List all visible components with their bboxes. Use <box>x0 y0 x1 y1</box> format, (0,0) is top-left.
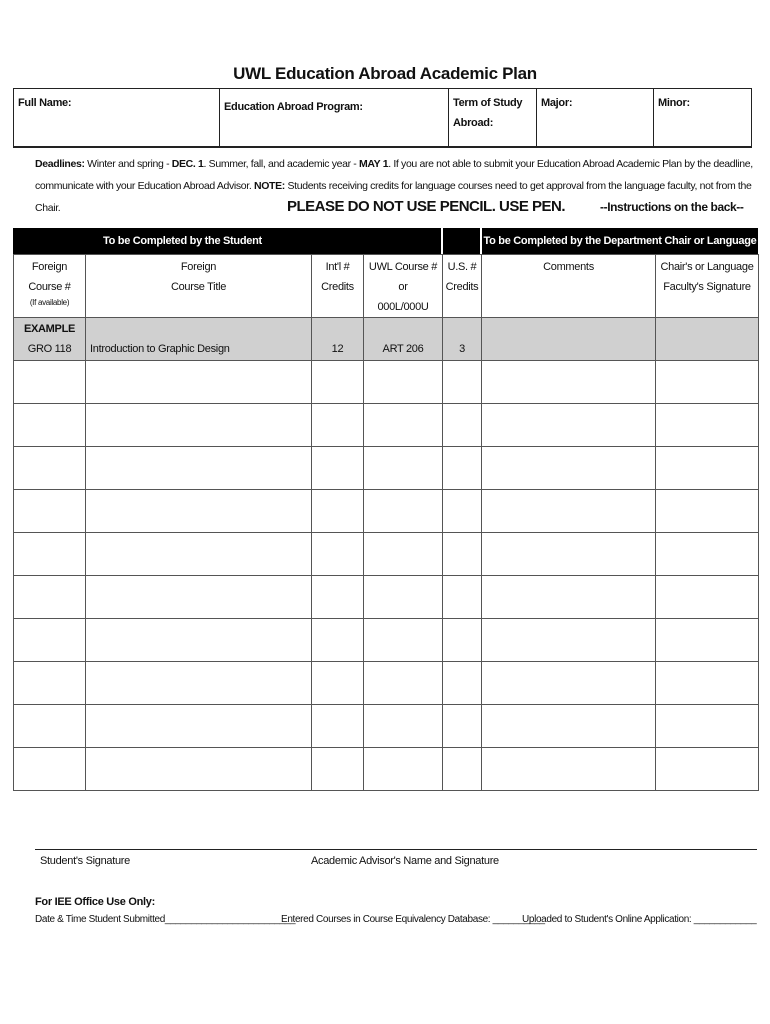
deadlines-text-4: communicate with your Education Abroad Advisor. <box>35 180 254 192</box>
course-plan-table <box>13 254 758 791</box>
form-title: UWL Education Abroad Academic Plan <box>233 64 537 83</box>
may-deadline: MAY 1 <box>359 158 389 170</box>
database-entry-field[interactable]: Entered Courses in Course Equivalency Database: __________ <box>281 914 545 925</box>
student-section-header: To be Completed by the Student <box>13 228 441 254</box>
cell-us-credits[interactable] <box>443 490 482 533</box>
cell-intl-credits[interactable] <box>312 490 364 533</box>
signature-line[interactable] <box>35 849 757 850</box>
cell-comments[interactable] <box>482 533 656 576</box>
example-signature <box>656 318 759 361</box>
cell-intl-credits[interactable] <box>312 748 364 791</box>
cell-signature[interactable] <box>656 619 759 662</box>
col-foreign-title-l2: Course Title <box>170 281 227 293</box>
cell-us-credits[interactable] <box>443 533 482 576</box>
office-use-title: For IEE Office Use Only: <box>35 896 155 908</box>
table-row <box>14 576 759 619</box>
example-us-credits: 3 <box>443 318 482 361</box>
cell-foreign-course[interactable] <box>14 662 86 705</box>
term-field[interactable] <box>448 89 536 146</box>
cell-intl-credits[interactable] <box>312 404 364 447</box>
cell-comments[interactable] <box>482 490 656 533</box>
col-signature-l2: Faculty's Signature <box>663 281 751 293</box>
cell-foreign-course[interactable] <box>14 361 86 404</box>
cell-foreign-course[interactable] <box>14 490 86 533</box>
col-comments <box>482 255 656 318</box>
cell-foreign-title[interactable] <box>86 361 312 404</box>
table-row <box>14 404 759 447</box>
col-intl-credits <box>312 255 364 318</box>
example-comments <box>482 318 656 361</box>
minor-label: Minor: <box>658 97 690 109</box>
example-uwl-course: ART 206 <box>364 318 443 361</box>
student-info-table <box>13 88 752 148</box>
col-foreign-course <box>14 255 86 318</box>
term-label-line2: Abroad: <box>453 117 494 129</box>
example-label: EXAMPLE <box>23 323 76 335</box>
cell-comments[interactable] <box>482 361 656 404</box>
cell-comments[interactable] <box>482 662 656 705</box>
cell-us-credits[interactable] <box>443 662 482 705</box>
full-name-field[interactable] <box>14 89 223 146</box>
col-us-credits-l2: Credits <box>445 281 479 293</box>
cell-uwl-course[interactable] <box>364 576 443 619</box>
section-header-spacer <box>443 228 480 254</box>
cell-comments[interactable] <box>482 447 656 490</box>
deadlines-text-2: . Summer, fall, and academic year - <box>203 158 360 170</box>
minor-field[interactable] <box>653 89 751 146</box>
col-foreign-course-l1: Foreign <box>31 261 68 273</box>
col-signature-l1: Chair's or Language <box>660 261 754 273</box>
cell-uwl-course[interactable] <box>364 533 443 576</box>
major-field[interactable] <box>536 89 653 146</box>
col-foreign-course-l2: Course # <box>28 281 71 293</box>
cell-foreign-title[interactable] <box>86 490 312 533</box>
dec-deadline: DEC. 1 <box>171 158 204 170</box>
submitted-date-field[interactable]: Date & Time Student Submitted_________________________ <box>35 914 296 925</box>
col-foreign-title-l1: Foreign <box>180 261 217 273</box>
cell-us-credits[interactable] <box>443 619 482 662</box>
cell-signature[interactable] <box>656 533 759 576</box>
advisor-signature-label: Academic Advisor's Name and Signature <box>311 855 499 867</box>
program-label: Education Abroad Program: <box>224 101 363 113</box>
cell-signature[interactable] <box>656 361 759 404</box>
cell-foreign-course[interactable] <box>14 533 86 576</box>
cell-intl-credits[interactable] <box>312 619 364 662</box>
cell-comments[interactable] <box>482 705 656 748</box>
table-row <box>14 748 759 791</box>
col-foreign-course-note: (If available) <box>29 298 70 307</box>
table-row <box>14 361 759 404</box>
cell-signature[interactable] <box>656 490 759 533</box>
cell-us-credits[interactable] <box>443 361 482 404</box>
col-intl-credits-l1: Int'l # <box>325 261 350 273</box>
deadlines-text-3: . If you are not able to submit your Education Abroad Academic Plan by the deadline, <box>388 158 753 170</box>
example-intl-credits: 12 <box>312 318 364 361</box>
deadlines-text-1: Winter and spring - <box>84 158 172 170</box>
col-us-credits-l1: U.S. # <box>447 261 477 273</box>
cell-comments[interactable] <box>482 576 656 619</box>
note-label: NOTE: <box>254 180 285 192</box>
program-field[interactable] <box>219 89 448 146</box>
cell-intl-credits[interactable] <box>312 705 364 748</box>
cell-uwl-course[interactable] <box>364 705 443 748</box>
col-us-credits <box>443 255 482 318</box>
department-section-header: To be Completed by the Department Chair or Language Advisor <box>482 228 758 254</box>
cell-us-credits[interactable] <box>443 404 482 447</box>
term-label-line1: Term of Study <box>453 97 523 109</box>
cell-intl-credits[interactable] <box>312 662 364 705</box>
cell-intl-credits[interactable] <box>312 447 364 490</box>
cell-signature[interactable] <box>656 447 759 490</box>
col-uwl-course-l2: 000L/000U <box>377 301 429 313</box>
cell-intl-credits[interactable] <box>312 576 364 619</box>
cell-foreign-course[interactable] <box>14 619 86 662</box>
example-course-cell <box>14 318 86 361</box>
col-uwl-course <box>364 255 443 318</box>
deadlines-text-5: Students receiving credits for language courses need to get approval from the language faculty, not from the Chair. <box>35 180 752 214</box>
student-signature-label: Student's Signature <box>40 855 130 867</box>
cell-uwl-course[interactable] <box>364 447 443 490</box>
cell-foreign-title[interactable] <box>86 705 312 748</box>
pen-notice: PLEASE DO NOT USE PENCIL. USE PEN. <box>287 198 566 215</box>
cell-signature[interactable] <box>656 662 759 705</box>
example-course: GRO 118 <box>27 343 72 355</box>
example-row <box>14 318 759 361</box>
col-comments-label: Comments <box>543 261 594 273</box>
cell-uwl-course[interactable] <box>364 748 443 791</box>
cell-foreign-course[interactable] <box>14 447 86 490</box>
cell-intl-credits[interactable] <box>312 361 364 404</box>
cell-uwl-course[interactable] <box>364 619 443 662</box>
cell-signature[interactable] <box>656 748 759 791</box>
upload-field[interactable]: Uploaded to Student's Online Application: ____________ <box>522 914 757 925</box>
col-intl-credits-l2: Credits <box>321 281 354 293</box>
cell-us-credits[interactable] <box>443 447 482 490</box>
cell-foreign-course[interactable] <box>14 705 86 748</box>
cell-signature[interactable] <box>656 404 759 447</box>
cell-uwl-course[interactable] <box>364 404 443 447</box>
example-title: Introduction to Graphic Design <box>86 318 312 361</box>
cell-foreign-title[interactable] <box>86 404 312 447</box>
table-row <box>14 533 759 576</box>
full-name-label: Full Name: <box>18 97 72 109</box>
cell-foreign-course[interactable] <box>14 404 86 447</box>
cell-signature[interactable] <box>656 705 759 748</box>
major-label: Major: <box>541 97 573 109</box>
cell-intl-credits[interactable] <box>312 533 364 576</box>
cell-us-credits[interactable] <box>443 748 482 791</box>
cell-foreign-title[interactable] <box>86 662 312 705</box>
cell-uwl-course[interactable] <box>364 361 443 404</box>
column-headers <box>14 255 759 318</box>
cell-comments[interactable] <box>482 404 656 447</box>
cell-foreign-title[interactable] <box>86 533 312 576</box>
cell-foreign-title[interactable] <box>86 619 312 662</box>
cell-foreign-title[interactable] <box>86 576 312 619</box>
cell-uwl-course[interactable] <box>364 662 443 705</box>
cell-comments[interactable] <box>482 748 656 791</box>
cell-comments[interactable] <box>482 619 656 662</box>
table-row <box>14 490 759 533</box>
cell-us-credits[interactable] <box>443 705 482 748</box>
cell-us-credits[interactable] <box>443 576 482 619</box>
table-row <box>14 619 759 662</box>
cell-foreign-title[interactable] <box>86 447 312 490</box>
cell-foreign-course[interactable] <box>14 748 86 791</box>
cell-uwl-course[interactable] <box>364 490 443 533</box>
deadlines-label: Deadlines: <box>35 158 85 170</box>
table-row <box>14 662 759 705</box>
cell-foreign-title[interactable] <box>86 748 312 791</box>
table-row <box>14 447 759 490</box>
instructions-note: --Instructions on the back-- <box>600 200 744 214</box>
table-row <box>14 705 759 748</box>
col-signature <box>656 255 759 318</box>
cell-signature[interactable] <box>656 576 759 619</box>
col-uwl-course-l1: UWL Course # or <box>368 261 438 293</box>
col-foreign-title <box>86 255 312 318</box>
cell-foreign-course[interactable] <box>14 576 86 619</box>
